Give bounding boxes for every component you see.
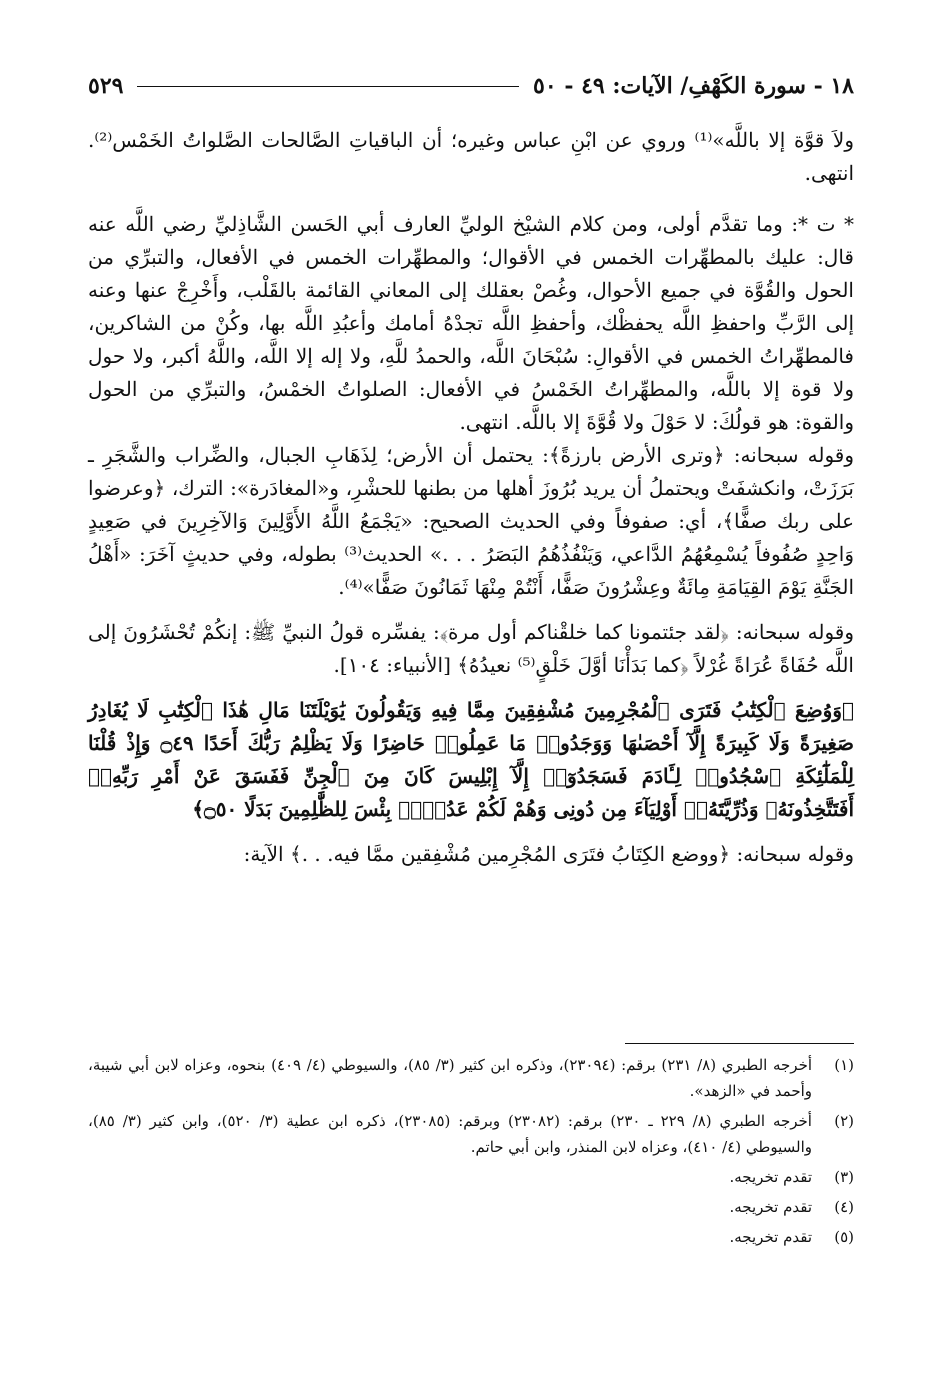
footnote-number: (١) xyxy=(834,1056,854,1074)
paragraph-gap xyxy=(88,190,854,208)
footnote-2 xyxy=(88,1108,854,1160)
footnote-text: تقدم تخريجه. xyxy=(729,1228,812,1246)
page-number: ٥٢٩ xyxy=(88,73,124,99)
footnote-3 xyxy=(88,1164,854,1190)
footnote-5 xyxy=(88,1224,854,1250)
paragraph-gap xyxy=(88,826,854,838)
footnote-text: تقدم تخريجه. xyxy=(729,1198,812,1216)
footnote-text: أخرجه الطبري (٨/ ٢٣١) برقم: (٢٣٠٩٤)، وذكره ابن كثير (٣/ ٨٥)، والسيوطي (٤/ ٤٠٩) بنحوه، وعزاه لابن أبي شيبة، وأحمد في «الزهد». xyxy=(88,1056,813,1100)
footnotes xyxy=(88,1052,854,1254)
last-paragraph: وقوله سبحانه: ﴿ووضع الكِتَابُ فتَرَى المُجْرِمين مُشْفِقين ممَّا فيه. . .﴾ الآية: xyxy=(243,842,854,866)
paragraph-1: ولاَ قوَّة إلا باللَّه»⁽¹⁾ وروي عن ابْنِ عباس وغيره؛ أن الباقياتِ الصَّالحات الصَّلواتُ الخَمْس⁽²⁾. انتهى. xyxy=(88,128,854,185)
footnote-4 xyxy=(88,1194,854,1220)
paragraph-3: وقوله سبحانه: ﴿وترى الأرض بارزةً﴾: يحتمل أن الأرض؛ لِذَهَابِ الجبال، والضِّراب والشَّجَرِ ـ بَرَزَتْ، وانكشفَتْ ويحتملُ أن يريد بُرُوزَ أهلها من بطنها للحشْرِ، و«المغادَرة»: الترك، ﴿وعرضوا على ربك صفًّا﴾، أي: صفوفاً وفي الحديث الصحيح: «يَجْمَعُ اللَّهُ الأَوَّلِينَ وَالآخِرِينَ في صَعِيدٍ وَاحِدٍ صُفُوفاً يُسْمِعُهُمُ الدَّاعي، وَيَنْفُذُهُمُ البَصَرُ . . .» الحديث⁽³⁾ بطوله، وفي حديثٍ آخَرَ: «أَهْلُ الجَنَّةِ يَوْمَ القِيَامَةِ مِائَةٌ وعِشْرُونَ صَفًّا، أَنْتُمْ مِنْهَا ثَمَانُونَ صَفًّا»⁽⁴⁾. xyxy=(88,443,854,599)
paragraph-gap xyxy=(88,604,854,616)
footnote-number: (٣) xyxy=(834,1168,854,1186)
paragraph-2: * ت *: وما تقدَّم أولى، ومن كلام الشيْخ الوليِّ العارف أبي الحَسن الشَّاذِليِّ رضي اللَّه عنه قال: عليك بالمطهِّرات الخمس في الأقوال؛ والمطهِّرات الخمس في الأفعال، والتبرِّي من الحول والقُوَّة في جميع الأحوال، وغُصْ بعقلك إلى المعاني القائمة بالقَلْب، وأَخْرِجْ عنها وعنه إلى الرَّبِّ واحفظِ اللَّه يحفظْك، وأحفظِ اللَّه تجدْهُ أمامك وأعبُدِ اللَّه بها، وكُنْ من الشاكرين، فالمطهِّراتُ الخمس في الأقوالِ: سُبْحَانَ اللَّه، والحمدُ للَّهِ، ولا إله إلا اللَّه، واللَّهُ أكبر، ولا حول ولا قوة إلا باللَّه، والمطهِّراتُ الخَمْسُ في الأفعال: الصلواتُ الخمْسُ، والتبرِّي من الحول والقوة: هو قولُكَ: لا حَوْلَ ولا قُوَّةَ إلا باللَّه. انتهى. xyxy=(88,212,854,434)
footnote-text: أخرجه الطبري (٨/ ٢٢٩ ـ ٢٣٠) برقم: (٢٣٠٨٢) وبرقم: (٢٣٠٨٥)، ذكره ابن عطية (٣/ ٥٢٠)، وابن كثير (٣/ ٨٥)، والسيوطي (٤/ ٤١٠)، وعزاه لابن المنذر، وابن أبي حاتم. xyxy=(88,1112,812,1156)
footnote-1 xyxy=(88,1052,854,1104)
paragraph-4: وقوله سبحانه: ﴿لقد جئتمونا كما خلقْناكم أول مرة﴾: يفسِّره قولُ النبيِّ ﷺ: إنكُمْ تُحْشَرُونَ إلى اللَّه حُفَاةً عُرَاةً غُرْلاً ﴿كما بَدَأْنَا أوَّلَ خَلْقٍ⁽⁵⁾ نعيدُهُ﴾ [الأنبياء: ١٠٤]. xyxy=(88,620,854,677)
footnote-number: (٤) xyxy=(834,1198,854,1216)
header-rule xyxy=(137,86,519,87)
footnote-rule xyxy=(625,1043,854,1044)
paragraph-gap xyxy=(88,682,854,694)
footnote-number: (٢) xyxy=(834,1112,854,1130)
quran-passage: ﴿وَوُضِعَ ٱلْكِتَٰبُ فَتَرَى ٱلْمُجْرِمِينَ مُشْفِقِينَ مِمَّا فِيهِ وَيَقُولُونَ يَٰوَيْلَتَنَا مَالِ هَٰذَا ٱلْكِتَٰبِ لَا يُغَادِرُ صَغِيرَةً وَلَا كَبِيرَةً إِلَّآ أَحْصَىٰهَا وَوَجَدُوا۟ مَا عَمِلُوا۟ حَاضِرًا وَلَا يَظْلِمُ رَبُّكَ أَحَدًا ۝٤٩ وَإِذْ قُلْنَا لِلْمَلَٰٓئِكَةِ ٱسْجُدُوا۟ لِـَٔادَمَ فَسَجَدُوٓا۟ إِلَّآ إِبْلِيسَ كَانَ مِنَ ٱلْجِنِّ فَفَسَقَ عَنْ أَمْرِ رَبِّهِۦٓ أَفَتَتَّخِذُونَهُۥ وَذُرِّيَّتَهُۥٓ أَوْلِيَآءَ مِن دُونِى وَهُمْ لَكُمْ عَدُوٌّۢ بِئْسَ لِلظَّٰلِمِينَ بَدَلًا ۝٥٠﴾ xyxy=(88,698,854,821)
footnote-text: تقدم تخريجه. xyxy=(729,1168,812,1186)
page-header xyxy=(88,68,854,104)
main-text xyxy=(88,124,854,871)
running-head: ١٨ - سورة الكَهْفِ/ الآيات: ٤٩ - ٥٠ xyxy=(533,73,854,99)
footnote-number: (٥) xyxy=(834,1228,854,1246)
